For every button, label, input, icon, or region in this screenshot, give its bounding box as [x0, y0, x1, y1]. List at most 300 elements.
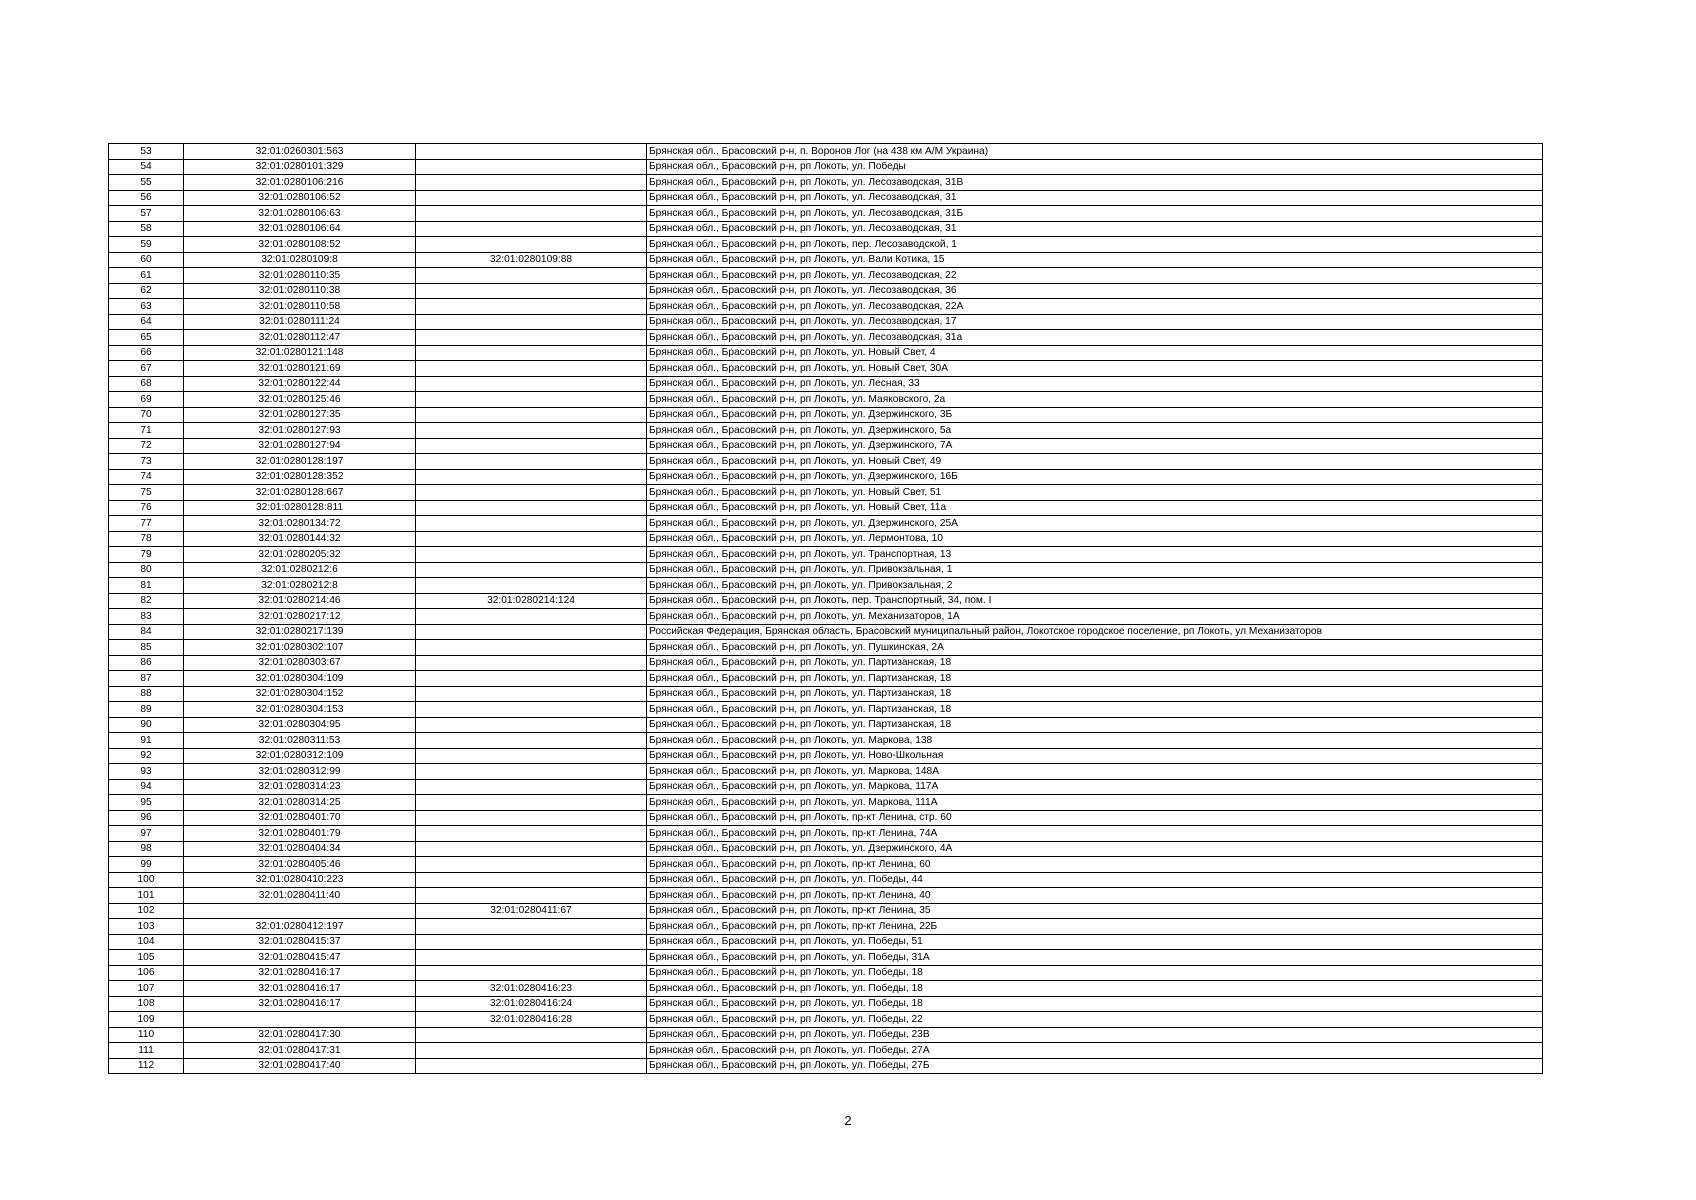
- row-number-cell: 84: [109, 624, 184, 640]
- table-row: [109, 361, 1543, 377]
- address-cell: Брянская обл., Брасовский р-н, рп Локоть, ул. Механизаторов, 1А: [647, 609, 1543, 625]
- address-cell: Брянская обл., Брасовский р-н, рп Локоть, ул. Маяковского, 2а: [647, 392, 1543, 408]
- table-row: [109, 965, 1543, 981]
- cadastral-number-cell: 32:01:0280401:70: [184, 810, 416, 826]
- table-row: [109, 996, 1543, 1012]
- object-number-cell: [416, 717, 647, 733]
- table-row: [109, 547, 1543, 563]
- cadastral-number-cell: 32:01:0280314:25: [184, 795, 416, 811]
- row-number-cell: 110: [109, 1027, 184, 1043]
- table-row: [109, 1012, 1543, 1028]
- table-row: [109, 686, 1543, 702]
- address-cell: Брянская обл., Брасовский р-н, рп Локоть, ул. Привокзальная, 1: [647, 562, 1543, 578]
- cadastral-number-cell: 32:01:0280214:46: [184, 593, 416, 609]
- address-cell: Брянская обл., Брасовский р-н, рп Локоть, пр-кт Ленина, 35: [647, 903, 1543, 919]
- table-row: [109, 469, 1543, 485]
- cadastral-number-cell: 32:01:0280417:30: [184, 1027, 416, 1043]
- object-number-cell: [416, 1043, 647, 1059]
- row-number-cell: 58: [109, 221, 184, 237]
- cadastral-number-cell: 32:01:0280417:40: [184, 1058, 416, 1074]
- address-cell: Брянская обл., Брасовский р-н, рп Локоть, ул. Пушкинская, 2А: [647, 640, 1543, 656]
- object-number-cell: [416, 671, 647, 687]
- cadastral-number-cell: 32:01:0280106:64: [184, 221, 416, 237]
- row-number-cell: 87: [109, 671, 184, 687]
- row-number-cell: 59: [109, 237, 184, 253]
- row-number-cell: 70: [109, 407, 184, 423]
- cadastral-number-cell: 32:01:0280411:40: [184, 888, 416, 904]
- cadastral-number-cell: 32:01:0280121:69: [184, 361, 416, 377]
- address-cell: Брянская обл., Брасовский р-н, рп Локоть, ул. Новый Свет, 49: [647, 454, 1543, 470]
- cadastral-number-cell: 32:01:0280122:44: [184, 376, 416, 392]
- address-cell: Брянская обл., Брасовский р-н, рп Локоть, ул. Лесная, 33: [647, 376, 1543, 392]
- object-number-cell: [416, 345, 647, 361]
- address-cell: Брянская обл., Брасовский р-н, рп Локоть, ул. Лесозаводская, 22: [647, 268, 1543, 284]
- object-number-cell: [416, 733, 647, 749]
- cadastral-number-cell: 32:01:0280302:107: [184, 640, 416, 656]
- table-row: [109, 857, 1543, 873]
- object-number-cell: [416, 376, 647, 392]
- table-row: [109, 702, 1543, 718]
- cadastral-number-cell: 32:01:0280112:47: [184, 330, 416, 346]
- cadastral-number-cell: 32:01:0280125:46: [184, 392, 416, 408]
- address-cell: Брянская обл., Брасовский р-н, рп Локоть, ул. Дзержинского, 25А: [647, 516, 1543, 532]
- object-number-cell: [416, 268, 647, 284]
- row-number-cell: 53: [109, 144, 184, 160]
- row-number-cell: 83: [109, 609, 184, 625]
- cadastral-number-cell: 32:01:0280128:667: [184, 485, 416, 501]
- table-row: [109, 903, 1543, 919]
- object-number-cell: 32:01:0280416:23: [416, 981, 647, 997]
- address-cell: Брянская обл., Брасовский р-н, рп Локоть, ул. Дзержинского, 7А: [647, 438, 1543, 454]
- row-number-cell: 60: [109, 252, 184, 268]
- address-cell: Брянская обл., Брасовский р-н, рп Локоть, ул. Лесозаводская, 36: [647, 283, 1543, 299]
- cadastral-number-cell: 32:01:0280110:38: [184, 283, 416, 299]
- table-row: [109, 795, 1543, 811]
- table-row: [109, 593, 1543, 609]
- address-cell: Брянская обл., Брасовский р-н, рп Локоть, ул. Лесозаводская, 31В: [647, 175, 1543, 191]
- cadastral-number-cell: 32:01:0280205:32: [184, 547, 416, 563]
- row-number-cell: 106: [109, 965, 184, 981]
- object-number-cell: [416, 624, 647, 640]
- row-number-cell: 103: [109, 919, 184, 935]
- row-number-cell: 102: [109, 903, 184, 919]
- cadastral-number-cell: 32:01:0280127:94: [184, 438, 416, 454]
- cadastral-number-cell: 32:01:0280304:109: [184, 671, 416, 687]
- address-cell: Брянская обл., Брасовский р-н, рп Локоть, пр-кт Ленина, 40: [647, 888, 1543, 904]
- address-cell: Брянская обл., Брасовский р-н, рп Локоть, ул. Лесозаводская, 31: [647, 221, 1543, 237]
- cadastral-number-cell: 32:01:0280314:23: [184, 779, 416, 795]
- object-number-cell: [416, 795, 647, 811]
- row-number-cell: 81: [109, 578, 184, 594]
- table-row: [109, 624, 1543, 640]
- address-cell: Брянская обл., Брасовский р-н, рп Локоть, ул. Победы, 18: [647, 981, 1543, 997]
- row-number-cell: 90: [109, 717, 184, 733]
- object-number-cell: [416, 500, 647, 516]
- table-row: [109, 671, 1543, 687]
- row-number-cell: 105: [109, 950, 184, 966]
- row-number-cell: 82: [109, 593, 184, 609]
- table-row: [109, 764, 1543, 780]
- cadastral-number-cell: 32:01:0280106:63: [184, 206, 416, 222]
- object-number-cell: [416, 144, 647, 160]
- cadastral-number-cell: 32:01:0280128:811: [184, 500, 416, 516]
- object-number-cell: [416, 423, 647, 439]
- object-number-cell: [416, 841, 647, 857]
- address-cell: Брянская обл., Брасовский р-н, рп Локоть, пер. Транспортный, 34, пом. I: [647, 593, 1543, 609]
- cadastral-number-cell: 32:01:0280303:67: [184, 655, 416, 671]
- table-row: [109, 733, 1543, 749]
- object-number-cell: [416, 547, 647, 563]
- cadastral-number-cell: 32:01:0280106:216: [184, 175, 416, 191]
- object-number-cell: [416, 190, 647, 206]
- address-cell: Брянская обл., Брасовский р-н, рп Локоть, ул. Партизанская, 18: [647, 655, 1543, 671]
- address-cell: Брянская обл., Брасовский р-н, рп Локоть, ул. Победы, 22: [647, 1012, 1543, 1028]
- cadastral-number-cell: 32:01:0280415:37: [184, 934, 416, 950]
- object-number-cell: [416, 392, 647, 408]
- cadastral-number-cell: 32:01:0280108:52: [184, 237, 416, 253]
- cadastral-number-cell: 32:01:0280110:35: [184, 268, 416, 284]
- row-number-cell: 62: [109, 283, 184, 299]
- table-row: [109, 438, 1543, 454]
- address-cell: Брянская обл., Брасовский р-н, рп Локоть, ул. Победы, 23В: [647, 1027, 1543, 1043]
- object-number-cell: [416, 888, 647, 904]
- table-row: [109, 1058, 1543, 1074]
- row-number-cell: 77: [109, 516, 184, 532]
- row-number-cell: 98: [109, 841, 184, 857]
- row-number-cell: 65: [109, 330, 184, 346]
- object-number-cell: [416, 531, 647, 547]
- object-number-cell: [416, 872, 647, 888]
- table-row: [109, 934, 1543, 950]
- address-cell: Брянская обл., Брасовский р-н, рп Локоть, ул. Победы, 27Б: [647, 1058, 1543, 1074]
- table-row: [109, 562, 1543, 578]
- cadastral-number-cell: 32:01:0280212:8: [184, 578, 416, 594]
- object-number-cell: [416, 159, 647, 175]
- address-cell: Брянская обл., Брасовский р-н, рп Локоть, ул. Новый Свет, 30А: [647, 361, 1543, 377]
- property-table: [108, 143, 1543, 1074]
- row-number-cell: 101: [109, 888, 184, 904]
- address-cell: Брянская обл., Брасовский р-н, рп Локоть, ул. Привокзальная, 2: [647, 578, 1543, 594]
- row-number-cell: 72: [109, 438, 184, 454]
- object-number-cell: [416, 686, 647, 702]
- object-number-cell: [416, 1027, 647, 1043]
- object-number-cell: [416, 299, 647, 315]
- row-number-cell: 80: [109, 562, 184, 578]
- address-cell: Брянская обл., Брасовский р-н, рп Локоть, ул. Новый Свет, 51: [647, 485, 1543, 501]
- table-row: [109, 159, 1543, 175]
- object-number-cell: 32:01:0280214:124: [416, 593, 647, 609]
- cadastral-number-cell: 32:01:0280110:58: [184, 299, 416, 315]
- row-number-cell: 104: [109, 934, 184, 950]
- address-cell: Брянская обл., Брасовский р-н, рп Локоть, ул. Маркова, 138: [647, 733, 1543, 749]
- row-number-cell: 66: [109, 345, 184, 361]
- object-number-cell: [416, 779, 647, 795]
- address-cell: Брянская обл., Брасовский р-н, рп Локоть, ул. Победы, 18: [647, 996, 1543, 1012]
- cadastral-number-cell: 32:01:0280311:53: [184, 733, 416, 749]
- object-number-cell: [416, 609, 647, 625]
- row-number-cell: 89: [109, 702, 184, 718]
- cadastral-number-cell: 32:01:0280415:47: [184, 950, 416, 966]
- cadastral-number-cell: 32:01:0260301:563: [184, 144, 416, 160]
- row-number-cell: 71: [109, 423, 184, 439]
- cadastral-number-cell: 32:01:0280217:139: [184, 624, 416, 640]
- table-row: [109, 314, 1543, 330]
- object-number-cell: 32:01:0280416:28: [416, 1012, 647, 1028]
- row-number-cell: 85: [109, 640, 184, 656]
- table-row: [109, 221, 1543, 237]
- address-cell: Брянская обл., Брасовский р-н, рп Локоть, ул. Лесозаводская, 31Б: [647, 206, 1543, 222]
- cadastral-number-cell: 32:01:0280111:24: [184, 314, 416, 330]
- address-cell: Брянская обл., Брасовский р-н, п. Воронов Лог (на 438 км А/М Украина): [647, 144, 1543, 160]
- address-cell: Брянская обл., Брасовский р-н, рп Локоть, ул. Партизанская, 18: [647, 717, 1543, 733]
- object-number-cell: [416, 810, 647, 826]
- address-cell: Брянская обл., Брасовский р-н, рп Локоть, ул. Победы, 31А: [647, 950, 1543, 966]
- cadastral-number-cell: 32:01:0280304:153: [184, 702, 416, 718]
- object-number-cell: [416, 965, 647, 981]
- address-cell: Брянская обл., Брасовский р-н, рп Локоть, ул. Партизанская, 18: [647, 671, 1543, 687]
- address-cell: Брянская обл., Брасовский р-н, рп Локоть, пр-кт Ленина, стр. 60: [647, 810, 1543, 826]
- address-cell: Брянская обл., Брасовский р-н, рп Локоть, ул. Транспортная, 13: [647, 547, 1543, 563]
- cadastral-number-cell: 32:01:0280127:35: [184, 407, 416, 423]
- object-number-cell: [416, 407, 647, 423]
- table-row: [109, 640, 1543, 656]
- row-number-cell: 55: [109, 175, 184, 191]
- row-number-cell: 95: [109, 795, 184, 811]
- row-number-cell: 68: [109, 376, 184, 392]
- cadastral-number-cell: 32:01:0280127:93: [184, 423, 416, 439]
- table-row: [109, 299, 1543, 315]
- cadastral-number-cell: [184, 903, 416, 919]
- address-cell: Российская Федерация, Брянская область, Брасовский муниципальный район, Локотское городское поселение, рп Локоть, ул Механизаторов: [647, 624, 1543, 640]
- object-number-cell: [416, 330, 647, 346]
- table-row: [109, 237, 1543, 253]
- object-number-cell: [416, 640, 647, 656]
- table-row: [109, 485, 1543, 501]
- page-number: 2: [844, 1113, 852, 1128]
- table-row: [109, 841, 1543, 857]
- table-row: [109, 330, 1543, 346]
- address-cell: Брянская обл., Брасовский р-н, рп Локоть, пр-кт Ленина, 74А: [647, 826, 1543, 842]
- table-row: [109, 283, 1543, 299]
- table-body: [109, 144, 1543, 1074]
- row-number-cell: 76: [109, 500, 184, 516]
- object-number-cell: [416, 950, 647, 966]
- row-number-cell: 61: [109, 268, 184, 284]
- cadastral-number-cell: 32:01:0280128:197: [184, 454, 416, 470]
- table-row: [109, 717, 1543, 733]
- row-number-cell: 108: [109, 996, 184, 1012]
- row-number-cell: 79: [109, 547, 184, 563]
- object-number-cell: [416, 857, 647, 873]
- address-cell: Брянская обл., Брасовский р-н, рп Локоть, ул. Лесозаводская, 22А: [647, 299, 1543, 315]
- row-number-cell: 111: [109, 1043, 184, 1059]
- table-row: [109, 175, 1543, 191]
- row-number-cell: 64: [109, 314, 184, 330]
- object-number-cell: [416, 826, 647, 842]
- table-row: [109, 268, 1543, 284]
- address-cell: Брянская обл., Брасовский р-н, рп Локоть, ул. Дзержинского, 3Б: [647, 407, 1543, 423]
- object-number-cell: [416, 175, 647, 191]
- address-cell: Брянская обл., Брасовский р-н, рп Локоть, ул. Лесозаводская, 31: [647, 190, 1543, 206]
- table-row: [109, 981, 1543, 997]
- row-number-cell: 73: [109, 454, 184, 470]
- cadastral-number-cell: 32:01:0280217:12: [184, 609, 416, 625]
- table-row: [109, 190, 1543, 206]
- cadastral-number-cell: 32:01:0280416:17: [184, 981, 416, 997]
- address-cell: Брянская обл., Брасовский р-н, рп Локоть, ул. Лесозаводская, 17: [647, 314, 1543, 330]
- address-cell: Брянская обл., Брасовский р-н, рп Локоть, ул. Вали Котика, 15: [647, 252, 1543, 268]
- cadastral-number-cell: 32:01:0280416:17: [184, 965, 416, 981]
- row-number-cell: 75: [109, 485, 184, 501]
- object-number-cell: [416, 221, 647, 237]
- address-cell: Брянская обл., Брасовский р-н, рп Локоть, ул. Победы, 51: [647, 934, 1543, 950]
- table-row: [109, 516, 1543, 532]
- object-number-cell: [416, 237, 647, 253]
- table-row: [109, 206, 1543, 222]
- object-number-cell: [416, 1058, 647, 1074]
- address-cell: Брянская обл., Брасовский р-н, рп Локоть, ул. Дзержинского, 5а: [647, 423, 1543, 439]
- row-number-cell: 92: [109, 748, 184, 764]
- address-cell: Брянская обл., Брасовский р-н, рп Локоть, ул. Маркова, 148А: [647, 764, 1543, 780]
- address-cell: Брянская обл., Брасовский р-н, рп Локоть, ул. Партизанская, 18: [647, 686, 1543, 702]
- table-row: [109, 779, 1543, 795]
- cadastral-number-cell: 32:01:0280212:6: [184, 562, 416, 578]
- row-number-cell: 112: [109, 1058, 184, 1074]
- address-cell: Брянская обл., Брасовский р-н, рп Локоть, ул. Победы, 44: [647, 872, 1543, 888]
- cadastral-number-cell: 32:01:0280304:152: [184, 686, 416, 702]
- table-row: [109, 531, 1543, 547]
- address-cell: Брянская обл., Брасовский р-н, рп Локоть, пер. Лесозаводской, 1: [647, 237, 1543, 253]
- object-number-cell: [416, 562, 647, 578]
- row-number-cell: 107: [109, 981, 184, 997]
- table-row: [109, 500, 1543, 516]
- table-row: [109, 1027, 1543, 1043]
- address-cell: Брянская обл., Брасовский р-н, рп Локоть, ул. Партизанская, 18: [647, 702, 1543, 718]
- address-cell: Брянская обл., Брасовский р-н, рп Локоть, ул. Дзержинского, 16Б: [647, 469, 1543, 485]
- object-number-cell: [416, 314, 647, 330]
- object-number-cell: [416, 454, 647, 470]
- row-number-cell: 57: [109, 206, 184, 222]
- object-number-cell: [416, 919, 647, 935]
- row-number-cell: 69: [109, 392, 184, 408]
- row-number-cell: 100: [109, 872, 184, 888]
- cadastral-number-cell: 32:01:0280416:17: [184, 996, 416, 1012]
- object-number-cell: [416, 283, 647, 299]
- row-number-cell: 109: [109, 1012, 184, 1028]
- object-number-cell: [416, 578, 647, 594]
- cadastral-number-cell: 32:01:0280144:32: [184, 531, 416, 547]
- cadastral-number-cell: 32:01:0280312:109: [184, 748, 416, 764]
- object-number-cell: [416, 516, 647, 532]
- address-cell: Брянская обл., Брасовский р-н, рп Локоть, ул. Победы: [647, 159, 1543, 175]
- object-number-cell: 32:01:0280411:67: [416, 903, 647, 919]
- row-number-cell: 63: [109, 299, 184, 315]
- cadastral-number-cell: 32:01:0280401:79: [184, 826, 416, 842]
- row-number-cell: 97: [109, 826, 184, 842]
- object-number-cell: [416, 934, 647, 950]
- address-cell: Брянская обл., Брасовский р-н, рп Локоть, ул. Маркова, 111А: [647, 795, 1543, 811]
- cadastral-number-cell: 32:01:0280410:223: [184, 872, 416, 888]
- table-row: [109, 407, 1543, 423]
- table-row: [109, 392, 1543, 408]
- row-number-cell: 94: [109, 779, 184, 795]
- row-number-cell: 99: [109, 857, 184, 873]
- address-cell: Брянская обл., Брасовский р-н, рп Локоть, ул. Новый Свет, 11а: [647, 500, 1543, 516]
- row-number-cell: 86: [109, 655, 184, 671]
- row-number-cell: 93: [109, 764, 184, 780]
- table-row: [109, 345, 1543, 361]
- table-row: [109, 748, 1543, 764]
- address-cell: Брянская обл., Брасовский р-н, рп Локоть, ул. Победы, 27А: [647, 1043, 1543, 1059]
- table-row: [109, 454, 1543, 470]
- address-cell: Брянская обл., Брасовский р-н, рп Локоть, пр-кт Ленина, 22Б: [647, 919, 1543, 935]
- row-number-cell: 54: [109, 159, 184, 175]
- cadastral-number-cell: 32:01:0280128:352: [184, 469, 416, 485]
- cadastral-number-cell: 32:01:0280101:329: [184, 159, 416, 175]
- cadastral-number-cell: 32:01:0280412:197: [184, 919, 416, 935]
- table-row: [109, 872, 1543, 888]
- object-number-cell: [416, 748, 647, 764]
- row-number-cell: 56: [109, 190, 184, 206]
- object-number-cell: 32:01:0280416:24: [416, 996, 647, 1012]
- row-number-cell: 88: [109, 686, 184, 702]
- row-number-cell: 78: [109, 531, 184, 547]
- cadastral-number-cell: 32:01:0280304:95: [184, 717, 416, 733]
- cadastral-number-cell: 32:01:0280121:148: [184, 345, 416, 361]
- object-number-cell: [416, 206, 647, 222]
- table-row: [109, 810, 1543, 826]
- table-row: [109, 919, 1543, 935]
- cadastral-number-cell: 32:01:0280312:99: [184, 764, 416, 780]
- table-row: [109, 252, 1543, 268]
- object-number-cell: 32:01:0280109:88: [416, 252, 647, 268]
- table-row: [109, 655, 1543, 671]
- cadastral-number-cell: 32:01:0280404:34: [184, 841, 416, 857]
- address-cell: Брянская обл., Брасовский р-н, рп Локоть, ул. Маркова, 117А: [647, 779, 1543, 795]
- table-row: [109, 950, 1543, 966]
- address-cell: Брянская обл., Брасовский р-н, рп Локоть, ул. Лесозаводская, 31а: [647, 330, 1543, 346]
- address-cell: Брянская обл., Брасовский р-н, рп Локоть, ул. Лермонтова, 10: [647, 531, 1543, 547]
- address-cell: Брянская обл., Брасовский р-н, рп Локоть, пр-кт Ленина, 60: [647, 857, 1543, 873]
- object-number-cell: [416, 655, 647, 671]
- cadastral-number-cell: 32:01:0280109:8: [184, 252, 416, 268]
- address-cell: Брянская обл., Брасовский р-н, рп Локоть, ул. Новый Свет, 4: [647, 345, 1543, 361]
- object-number-cell: [416, 702, 647, 718]
- table-row: [109, 888, 1543, 904]
- row-number-cell: 96: [109, 810, 184, 826]
- object-number-cell: [416, 764, 647, 780]
- address-cell: Брянская обл., Брасовский р-н, рп Локоть, ул. Дзержинского, 4А: [647, 841, 1543, 857]
- row-number-cell: 67: [109, 361, 184, 377]
- address-cell: Брянская обл., Брасовский р-н, рп Локоть, ул. Победы, 18: [647, 965, 1543, 981]
- row-number-cell: 91: [109, 733, 184, 749]
- row-number-cell: 74: [109, 469, 184, 485]
- cadastral-number-cell: [184, 1012, 416, 1028]
- table-row: [109, 144, 1543, 160]
- cadastral-number-cell: 32:01:0280106:52: [184, 190, 416, 206]
- cadastral-number-cell: 32:01:0280405:46: [184, 857, 416, 873]
- table-row: [109, 826, 1543, 842]
- object-number-cell: [416, 485, 647, 501]
- table-row: [109, 423, 1543, 439]
- object-number-cell: [416, 438, 647, 454]
- cadastral-number-cell: 32:01:0280417:31: [184, 1043, 416, 1059]
- address-cell: Брянская обл., Брасовский р-н, рп Локоть, ул. Ново-Школьная: [647, 748, 1543, 764]
- object-number-cell: [416, 469, 647, 485]
- table-row: [109, 376, 1543, 392]
- table-row: [109, 578, 1543, 594]
- table-row: [109, 1043, 1543, 1059]
